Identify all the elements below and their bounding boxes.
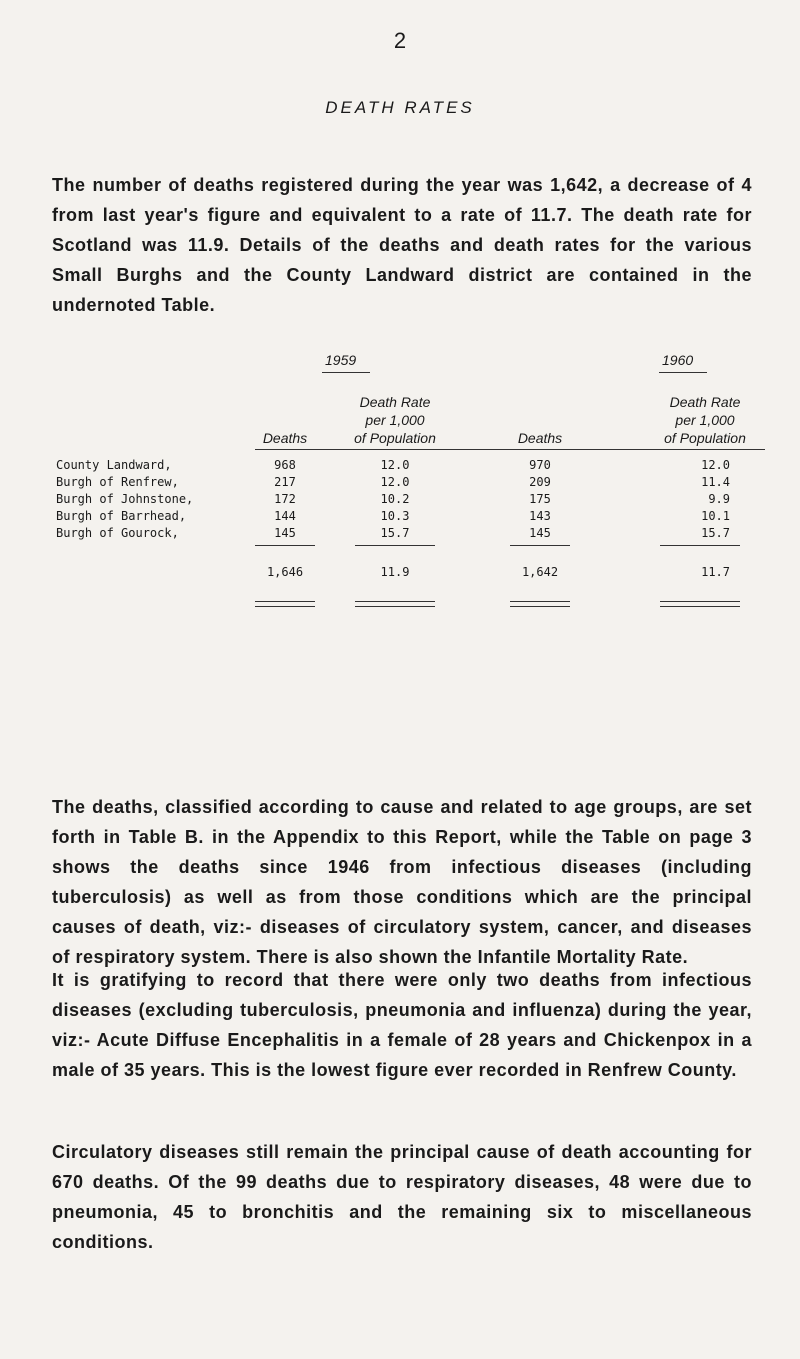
col-rate-1959-line1: Death Rate [359,394,431,410]
death-rates-table [0,352,800,772]
rate-1959: 10.3 [380,509,410,523]
col-rate-1960-line1: Death Rate [669,394,741,410]
deaths-1960: 175 [529,492,551,506]
total-rate-1960: 11.7 [701,565,730,579]
total-deaths-1960: 1,642 [521,565,559,579]
subtotal-rule [355,545,435,546]
rate-1960: 15.7 [701,526,730,540]
rate-1960: 12.0 [701,458,730,472]
year-1960-underline [659,372,707,373]
table-row [0,492,800,510]
table-row [0,509,800,527]
col-rate-1959-line2: per 1,000 [365,412,425,428]
rate-1959: 15.7 [380,526,410,540]
deaths-1959: 144 [274,509,296,523]
table-row [0,458,800,476]
total-double-rule [660,601,740,607]
paragraph-infectious: It is gratifying to record that there were only two deaths from infectious diseases (excluding tuberculosis, pneumonia and influenza) during the year, viz:- Acute Diffuse Encephalitis in a female of 28 years and Chickenpox in a male of 35 years. This is the lowest figure ever recorded in Renfrew County. [52,970,752,1080]
col-deaths-1960: Deaths [517,430,563,446]
subtotal-rule [660,545,740,546]
year-1959-underline [322,372,370,373]
subtotal-rule [510,545,570,546]
total-double-rule [255,601,315,607]
paragraph-circulatory: Circulatory diseases still remain the principal cause of death accounting for 670 deaths. Of the 99 deaths due to respiratory diseases, 48 were due to pneumonia, 45 to bronchitis and the remaining six to miscellaneous conditions. [52,1142,752,1252]
subtotal-rule [255,545,315,546]
page-number: 2 [393,28,407,53]
rate-1959: 12.0 [380,475,410,489]
row-label: Burgh of Renfrew, [56,475,179,489]
col-deaths-1959: Deaths [262,430,308,446]
year-1959-header: 1959 [325,352,357,368]
deaths-1959: 172 [274,492,296,506]
col-rate-1959 [330,393,460,447]
deaths-1960: 209 [529,475,551,489]
rate-1960: 9.9 [708,492,730,506]
row-label: Burgh of Barrhead, [56,509,187,523]
total-rate-1959: 11.9 [380,565,410,579]
col-rate-1960 [640,393,770,447]
rate-1959: 10.2 [380,492,410,506]
deaths-1960: 143 [529,509,551,523]
col-rate-1960-line2: per 1,000 [675,412,735,428]
rate-1960: 10.1 [701,509,730,523]
totals-row [0,565,800,583]
rate-1960: 11.4 [701,475,730,489]
header-rule [255,449,765,450]
deaths-1959: 968 [274,458,296,472]
deaths-1960: 970 [529,458,551,472]
paragraph-classification: The deaths, classified according to cause and related to age groups, are set forth in Table B. in the Appendix to this Report, while the Table on page 3 shows the deaths since 1946 from infectious diseases (including tuberculosis) as well as from those conditions which are the principal causes of death, viz:- diseases of circulatory system, cancer, and diseases of respiratory system. There is also shown the Infantile Mortality Rate. [52,797,752,967]
row-label: Burgh of Gourock, [56,526,179,540]
table-row [0,475,800,493]
row-label: Burgh of Johnstone, [56,492,194,506]
col-rate-1960-line3: of Population [664,430,746,446]
total-double-rule [355,601,435,607]
deaths-1959: 217 [274,475,296,489]
rate-1959: 12.0 [380,458,410,472]
total-double-rule [510,601,570,607]
year-1960-header: 1960 [662,352,694,368]
page-heading: DEATH RATES [325,98,475,117]
paragraph-intro: The number of deaths registered during the year was 1,642, a decrease of 4 from last year's figure and equivalent to a rate of 11.7. The death rate for Scotland was 11.9. Details of the deaths and death rates for the various Small Burghs and the County Landward district are contained in the undernoted Table. [52,175,752,315]
table-row [0,526,800,544]
total-deaths-1959: 1,646 [266,565,304,579]
deaths-1960: 145 [529,526,551,540]
col-rate-1959-line3: of Population [354,430,436,446]
deaths-1959: 145 [274,526,296,540]
row-label: County Landward, [56,458,172,472]
